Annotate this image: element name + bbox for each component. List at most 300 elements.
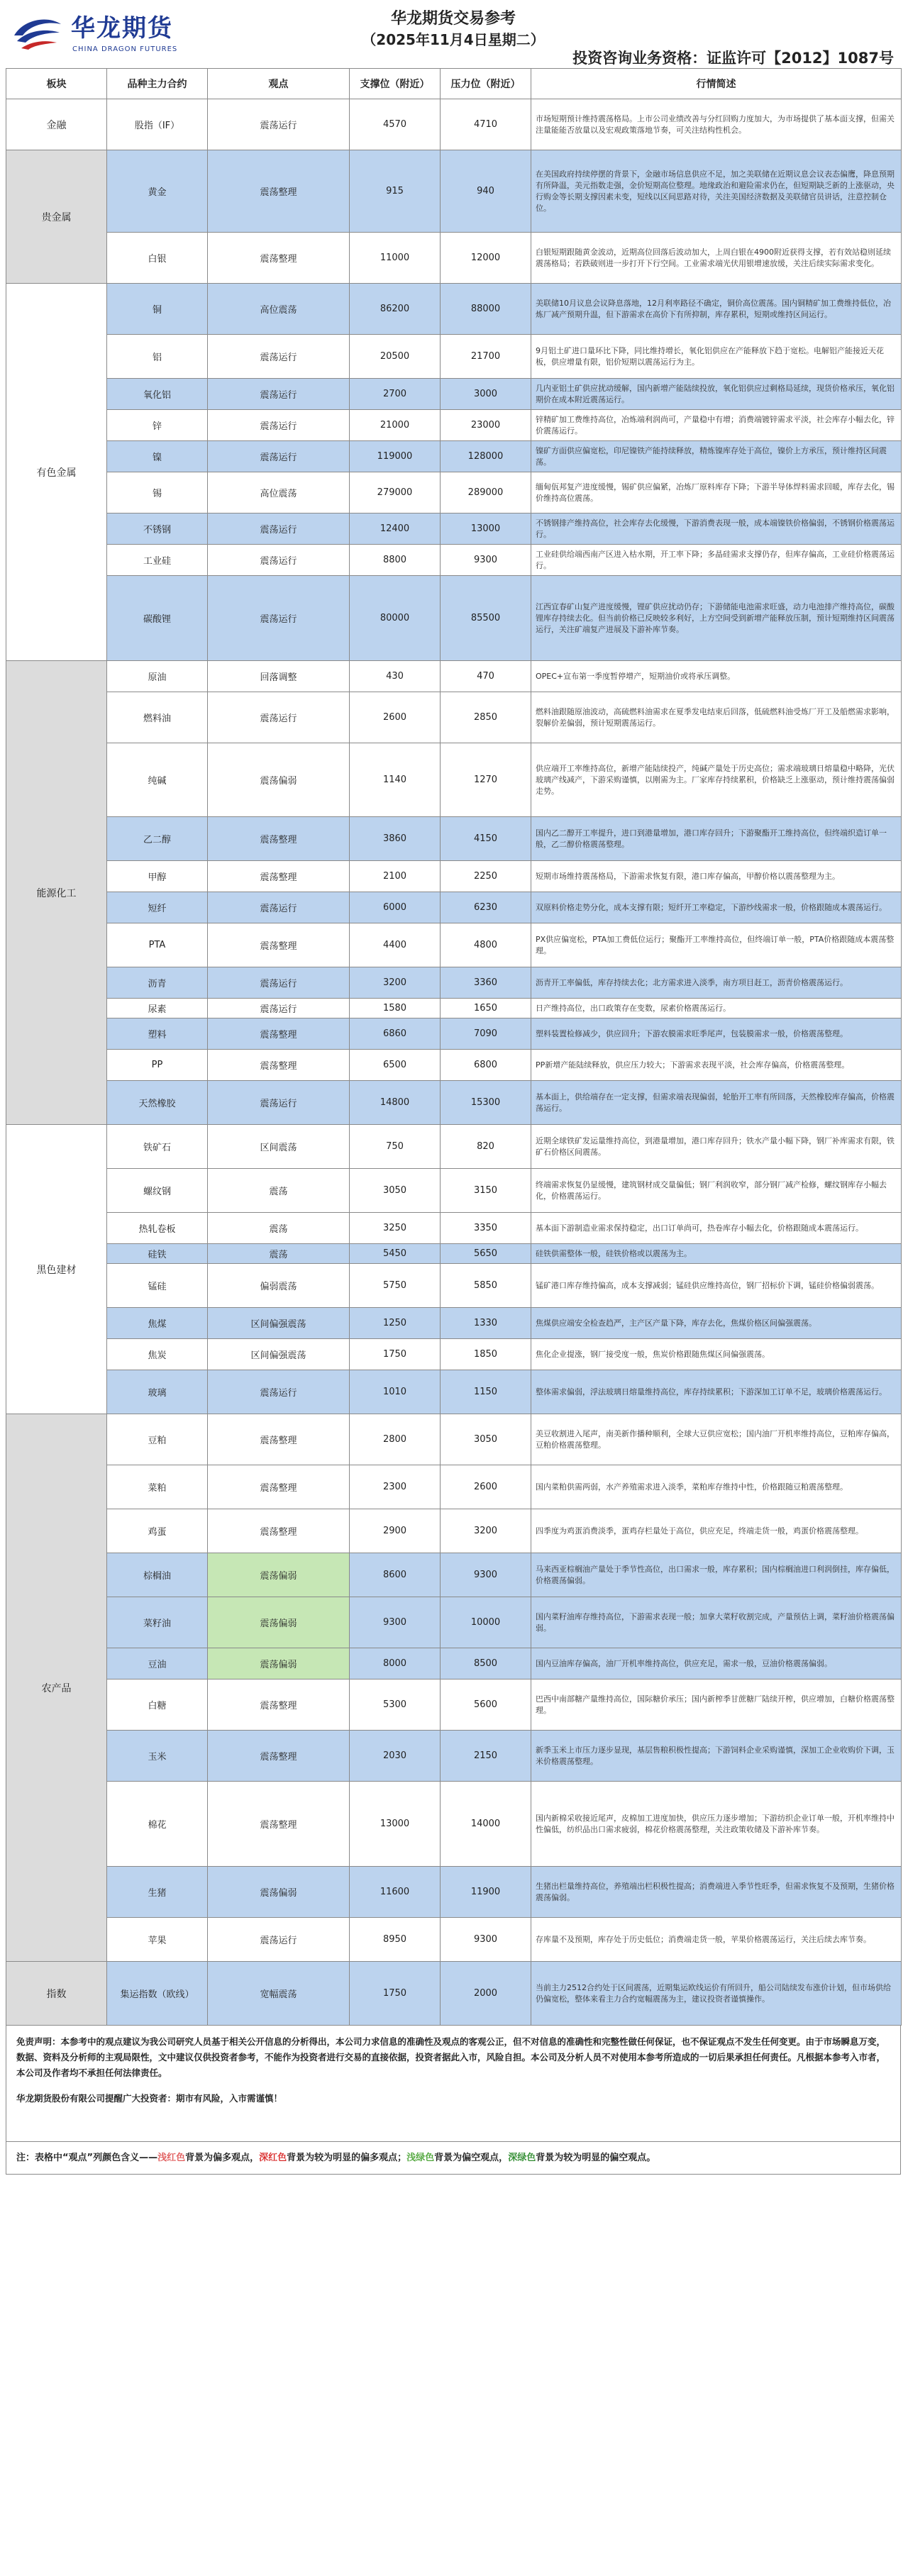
support-cell: 3050 bbox=[350, 1169, 441, 1213]
note-dark-red: 深红色 bbox=[259, 2153, 287, 2163]
comment-cell: 锌精矿加工费维持高位，冶炼端利润尚可，产量稳中有增；消费端镀锌需求平淡，社会库存小幅去化，锌价震荡运行。 bbox=[531, 410, 902, 441]
report-title: 华龙期货交易参考 bbox=[390, 10, 516, 28]
resistance-cell: 289000 bbox=[441, 472, 531, 513]
support-cell: 915 bbox=[350, 150, 441, 233]
table-body bbox=[6, 99, 902, 2026]
table-row bbox=[6, 150, 902, 233]
comment-cell: 工业硅供给端西南产区进入枯水期，开工率下降；多晶硅需求支撑仍存，但库存偏高，工业硅价格震荡运行。 bbox=[531, 545, 902, 576]
commodity-cell: 生猪 bbox=[107, 1867, 208, 1918]
commodity-cell: 苹果 bbox=[107, 1918, 208, 1962]
comment-cell: 硅铁供需整体一般，硅铁价格或以震荡为主。 bbox=[531, 1244, 902, 1264]
comment-cell: 供应端开工率维持高位，新增产能陆续投产，纯碱产量处于历史高位；需求端玻璃日熔量稳中略降，光伏玻璃产线减产，下游采购谨慎，以刚需为主。厂家库存持续累积，价格缺乏上涨驱动，预计维持震荡偏弱走势。 bbox=[531, 743, 902, 817]
view-cell: 震荡运行 bbox=[208, 576, 350, 661]
commodity-cell: PTA bbox=[107, 923, 208, 967]
support-cell: 1010 bbox=[350, 1370, 441, 1414]
logo-chinese-name: 华龙期货 bbox=[71, 14, 173, 43]
commodity-cell: 焦炭 bbox=[107, 1339, 208, 1370]
column-header-resistance: 压力位（附近） bbox=[441, 69, 531, 99]
commodity-cell: 工业硅 bbox=[107, 545, 208, 576]
support-cell: 5450 bbox=[350, 1244, 441, 1264]
comment-cell: 焦化企业提涨，钢厂接受度一般，焦炭价格跟随焦煤区间偏强震荡。 bbox=[531, 1339, 902, 1370]
commodity-cell: 棉花 bbox=[107, 1782, 208, 1867]
table-row bbox=[6, 967, 902, 999]
resistance-cell: 3200 bbox=[441, 1509, 531, 1553]
view-cell: 震荡整理 bbox=[208, 1050, 350, 1081]
view-cell: 震荡整理 bbox=[208, 923, 350, 967]
comment-cell: 基本面下游制造业需求保持稳定，出口订单尚可，热卷库存小幅去化，价格跟随成本震荡运行。 bbox=[531, 1213, 902, 1244]
comment-cell: 白银短期跟随黄金波动，近期高位回落后波动加大，上周白银在4900附近获得支撑，若有效站稳则延续震荡格局；若跌破则进一步打开下行空间。工业需求端光伏用银增速放缓，关注后续实际需求变化。 bbox=[531, 233, 902, 284]
support-cell: 3250 bbox=[350, 1213, 441, 1244]
resistance-cell: 10000 bbox=[441, 1597, 531, 1648]
commodity-cell: 鸡蛋 bbox=[107, 1509, 208, 1553]
table-row bbox=[6, 1018, 902, 1050]
table-row bbox=[6, 1465, 902, 1509]
table-row bbox=[6, 692, 902, 743]
view-cell: 震荡整理 bbox=[208, 861, 350, 892]
support-cell: 6860 bbox=[350, 1018, 441, 1050]
view-cell: 震荡偏弱 bbox=[208, 1597, 350, 1648]
commodity-cell: 锰硅 bbox=[107, 1264, 208, 1308]
table-row bbox=[6, 1509, 902, 1553]
support-cell: 86200 bbox=[350, 284, 441, 335]
support-cell: 11000 bbox=[350, 233, 441, 284]
resistance-cell: 9300 bbox=[441, 545, 531, 576]
support-cell: 1750 bbox=[350, 1339, 441, 1370]
disclaimer-text: 免责声明：本参考中的观点建议为我公司研究人员基于相关公开信息的分析得出，本公司力求信息的准确性及观点的客观公正，但不对信息的准确性和完整性做任何保证，也不保证观点不发生任何变更。由于市场瞬息万变，数据、资料及分析师的主观局限性，文中建议仅供投资者参考，不能作为投资者进行交易的直接依据，投资者据此入市，风险自担。本公司及分析人员不对使用本参考所造成的一切后果承担任何责任。凡根据本参考入市者，本公司及作者均不承担任何法律责任。 bbox=[16, 2036, 886, 2078]
sector-cell: 贵金属 bbox=[6, 150, 107, 284]
support-cell: 750 bbox=[350, 1125, 441, 1169]
commodity-cell: 玉米 bbox=[107, 1731, 208, 1782]
commodity-cell: 螺纹钢 bbox=[107, 1169, 208, 1213]
logo-english-name: CHINA DRAGON FUTURES bbox=[72, 45, 178, 53]
resistance-cell: 11900 bbox=[441, 1867, 531, 1918]
comment-cell: 国内菜籽油库存维持高位，下游需求表现一般；加拿大菜籽收割完成，产量预估上调，菜籽油价格震荡偏弱。 bbox=[531, 1597, 902, 1648]
table-row bbox=[6, 1553, 902, 1597]
resistance-cell: 3050 bbox=[441, 1414, 531, 1465]
table-row bbox=[6, 1339, 902, 1370]
resistance-cell: 4150 bbox=[441, 817, 531, 861]
view-cell: 震荡 bbox=[208, 1169, 350, 1213]
resistance-cell: 1650 bbox=[441, 999, 531, 1018]
view-cell: 震荡运行 bbox=[208, 1081, 350, 1125]
support-cell: 1580 bbox=[350, 999, 441, 1018]
resistance-cell: 820 bbox=[441, 1125, 531, 1169]
note-dark-green-desc: 背景为较为明显的偏空观点。 bbox=[536, 2153, 656, 2163]
resistance-cell: 1850 bbox=[441, 1339, 531, 1370]
commodity-cell: 焦煤 bbox=[107, 1308, 208, 1339]
comment-cell: 美联储10月议息会议降息落地，12月利率路径不确定，铜价高位震荡。国内铜精矿加工费维持低位，冶炼厂减产预期升温，但下游需求在高价下有所抑制，库存累积，短期或维持区间运行。 bbox=[531, 284, 902, 335]
resistance-cell: 2600 bbox=[441, 1465, 531, 1509]
company-reminder: 华龙期货股份有限公司提醒广大投资者：期市有风险，入市需谨慎！ bbox=[16, 2093, 283, 2104]
resistance-cell: 1150 bbox=[441, 1370, 531, 1414]
view-cell: 震荡运行 bbox=[208, 967, 350, 999]
support-cell: 6500 bbox=[350, 1050, 441, 1081]
view-cell: 震荡整理 bbox=[208, 150, 350, 233]
view-cell: 震荡整理 bbox=[208, 1018, 350, 1050]
support-cell: 8000 bbox=[350, 1648, 441, 1680]
support-cell: 5300 bbox=[350, 1680, 441, 1731]
commodity-cell: 不锈钢 bbox=[107, 513, 208, 545]
support-cell: 2800 bbox=[350, 1414, 441, 1465]
table-row bbox=[6, 1264, 902, 1308]
table-row bbox=[6, 1081, 902, 1125]
commodity-cell: 菜籽油 bbox=[107, 1597, 208, 1648]
view-cell: 震荡偏弱 bbox=[208, 1553, 350, 1597]
commodity-cell: 集运指数（欧线） bbox=[107, 1962, 208, 2026]
table-row bbox=[6, 1308, 902, 1339]
disclaimer-block bbox=[6, 2026, 901, 2142]
comment-cell: 9月铝土矿进口量环比下降，同比维持增长，氧化铝供应在产能释放下趋于宽松。电解铝产能接近天花板，供应增量有限，铝价短期以震荡运行为主。 bbox=[531, 335, 902, 379]
report-header bbox=[6, 6, 901, 68]
column-header-contract: 品种主力合约 bbox=[107, 69, 208, 99]
commodity-cell: 玻璃 bbox=[107, 1370, 208, 1414]
comment-cell: 焦煤供应端安全检查趋严，主产区产量下降，库存去化，焦煤价格区间偏强震荡。 bbox=[531, 1308, 902, 1339]
comment-cell: 不锈钢排产维持高位，社会库存去化缓慢，下游消费表现一般，成本端镍铁价格偏弱，不锈钢价格震荡运行。 bbox=[531, 513, 902, 545]
sector-cell: 有色金属 bbox=[6, 284, 107, 661]
comment-cell: 四季度为鸡蛋消费淡季，蛋鸡存栏量处于高位，供应充足，终端走货一般，鸡蛋价格震荡整理。 bbox=[531, 1509, 902, 1553]
resistance-cell: 4710 bbox=[441, 99, 531, 150]
support-cell: 2100 bbox=[350, 861, 441, 892]
support-cell: 20500 bbox=[350, 335, 441, 379]
table-row bbox=[6, 472, 902, 513]
resistance-cell: 9300 bbox=[441, 1918, 531, 1962]
resistance-cell: 2850 bbox=[441, 692, 531, 743]
table-row bbox=[6, 441, 902, 472]
table-row bbox=[6, 1597, 902, 1648]
view-cell: 震荡运行 bbox=[208, 545, 350, 576]
table-row bbox=[6, 817, 902, 861]
table-row bbox=[6, 861, 902, 892]
support-cell: 8800 bbox=[350, 545, 441, 576]
view-cell: 震荡运行 bbox=[208, 692, 350, 743]
view-cell: 区间震荡 bbox=[208, 1125, 350, 1169]
table-row bbox=[6, 1680, 902, 1731]
view-cell: 震荡运行 bbox=[208, 1370, 350, 1414]
resistance-cell: 85500 bbox=[441, 576, 531, 661]
commodity-cell: 氧化铝 bbox=[107, 379, 208, 410]
support-cell: 2600 bbox=[350, 692, 441, 743]
view-cell: 震荡整理 bbox=[208, 1509, 350, 1553]
support-cell: 2700 bbox=[350, 379, 441, 410]
commodity-cell: 原油 bbox=[107, 661, 208, 692]
commodity-cell: 镍 bbox=[107, 441, 208, 472]
view-cell: 震荡运行 bbox=[208, 892, 350, 923]
commodity-cell: 热轧卷板 bbox=[107, 1213, 208, 1244]
resistance-cell: 21700 bbox=[441, 335, 531, 379]
commodity-cell: 铜 bbox=[107, 284, 208, 335]
support-cell: 11600 bbox=[350, 1867, 441, 1918]
commodity-cell: 塑料 bbox=[107, 1018, 208, 1050]
commodity-cell: 锡 bbox=[107, 472, 208, 513]
view-cell: 震荡偏弱 bbox=[208, 743, 350, 817]
commodity-cell: 乙二醇 bbox=[107, 817, 208, 861]
table-row bbox=[6, 1370, 902, 1414]
resistance-cell: 88000 bbox=[441, 284, 531, 335]
view-cell: 震荡运行 bbox=[208, 441, 350, 472]
comment-cell: 国内菜粕供需两弱，水产养殖需求进入淡季，菜粕库存维持中性，价格跟随豆粕震荡整理。 bbox=[531, 1465, 902, 1509]
commodity-cell: 纯碱 bbox=[107, 743, 208, 817]
view-cell: 震荡整理 bbox=[208, 1680, 350, 1731]
table-row bbox=[6, 379, 902, 410]
view-cell: 高位震荡 bbox=[208, 284, 350, 335]
comment-cell: 镍矿方面供应偏宽松，印尼镍铁产能持续释放，精炼镍库存处于高位，镍价上方承压，预计维持区间震荡。 bbox=[531, 441, 902, 472]
support-cell: 2030 bbox=[350, 1731, 441, 1782]
table-row bbox=[6, 99, 902, 150]
sector-cell: 黑色建材 bbox=[6, 1125, 107, 1414]
view-cell: 震荡运行 bbox=[208, 513, 350, 545]
view-cell: 震荡整理 bbox=[208, 233, 350, 284]
sector-cell: 指数 bbox=[6, 1962, 107, 2026]
comment-cell: 锰矿港口库存维持偏高，成本支撑减弱；锰硅供应维持高位，钢厂招标价下调，锰硅价格偏弱震荡。 bbox=[531, 1264, 902, 1308]
table-row bbox=[6, 545, 902, 576]
table-row bbox=[6, 1244, 902, 1264]
sector-cell: 能源化工 bbox=[6, 661, 107, 1125]
resistance-cell: 3360 bbox=[441, 967, 531, 999]
resistance-cell: 5600 bbox=[441, 1680, 531, 1731]
table-row bbox=[6, 335, 902, 379]
support-cell: 4400 bbox=[350, 923, 441, 967]
resistance-cell: 4800 bbox=[441, 923, 531, 967]
support-cell: 9300 bbox=[350, 1597, 441, 1648]
resistance-cell: 7090 bbox=[441, 1018, 531, 1050]
support-cell: 2900 bbox=[350, 1509, 441, 1553]
comment-cell: 短期市场维持震荡格局，下游需求恢复有限，港口库存偏高，甲醇价格以震荡整理为主。 bbox=[531, 861, 902, 892]
comment-cell: 日产维持高位，出口政策存在变数，尿素价格震荡运行。 bbox=[531, 999, 902, 1018]
view-cell: 震荡运行 bbox=[208, 335, 350, 379]
comment-cell: 终端需求恢复仍显缓慢，建筑钢材成交量偏低；钢厂利润收窄，部分钢厂减产检修，螺纹钢库存小幅去化，价格震荡运行。 bbox=[531, 1169, 902, 1213]
commodity-cell: 天然橡胶 bbox=[107, 1081, 208, 1125]
table-row bbox=[6, 410, 902, 441]
color-legend-note bbox=[6, 2142, 901, 2175]
resistance-cell: 3150 bbox=[441, 1169, 531, 1213]
resistance-cell: 1330 bbox=[441, 1308, 531, 1339]
table-row bbox=[6, 1731, 902, 1782]
resistance-cell: 1270 bbox=[441, 743, 531, 817]
commodity-cell: 股指（IF） bbox=[107, 99, 208, 150]
note-light-green: 浅绿色 bbox=[406, 2153, 435, 2163]
table-row bbox=[6, 1867, 902, 1918]
view-cell: 震荡运行 bbox=[208, 1918, 350, 1962]
column-header-comment: 行情简述 bbox=[531, 69, 902, 99]
resistance-cell: 6800 bbox=[441, 1050, 531, 1081]
view-cell: 震荡运行 bbox=[208, 379, 350, 410]
support-cell: 3200 bbox=[350, 967, 441, 999]
resistance-cell: 9300 bbox=[441, 1553, 531, 1597]
resistance-cell: 23000 bbox=[441, 410, 531, 441]
comment-cell: PP新增产能陆续释放，供应压力较大；下游需求表现平淡，社会库存偏高，价格震荡整理。 bbox=[531, 1050, 902, 1081]
support-cell: 8950 bbox=[350, 1918, 441, 1962]
support-cell: 1250 bbox=[350, 1308, 441, 1339]
table-row bbox=[6, 576, 902, 661]
comment-cell: OPEC+宣布第一季度暂停增产，短期油价或将承压调整。 bbox=[531, 661, 902, 692]
support-cell: 1750 bbox=[350, 1962, 441, 2026]
support-cell: 119000 bbox=[350, 441, 441, 472]
note-dark-green: 深绿色 bbox=[508, 2153, 536, 2163]
comment-cell: 美豆收割进入尾声，南美新作播种顺利，全球大豆供应宽松；国内油厂开机率维持高位，豆粕库存偏高，豆粕价格震荡整理。 bbox=[531, 1414, 902, 1465]
table-row bbox=[6, 513, 902, 545]
resistance-cell: 3000 bbox=[441, 379, 531, 410]
resistance-cell: 13000 bbox=[441, 513, 531, 545]
table-row bbox=[6, 1648, 902, 1680]
support-cell: 3860 bbox=[350, 817, 441, 861]
table-row bbox=[6, 1050, 902, 1081]
sector-cell: 金融 bbox=[6, 99, 107, 150]
table-row bbox=[6, 999, 902, 1018]
commodity-cell: 碳酸锂 bbox=[107, 576, 208, 661]
comment-cell: 塑料装置检修减少，供应回升；下游农膜需求旺季尾声，包装膜需求一般，价格震荡整理。 bbox=[531, 1018, 902, 1050]
table-row bbox=[6, 743, 902, 817]
view-cell: 震荡整理 bbox=[208, 1414, 350, 1465]
support-cell: 1140 bbox=[350, 743, 441, 817]
view-cell: 震荡整理 bbox=[208, 1782, 350, 1867]
comment-cell: 江西宜春矿山复产进度缓慢，锂矿供应扰动仍存；下游储能电池需求旺盛，动力电池排产维持高位，碳酸锂库存持续去化。但当前价格已反映较多利好，上方空间受到新增产能释放压制，预计短期维持区间震荡运行，关注矿端复产进展及下游补库节奏。 bbox=[531, 576, 902, 661]
comment-cell: 当前主力2512合约处于区间震荡，近期集运欧线运价有所回升，船公司陆续发布涨价计划，但市场供给仍偏宽松，整体来看主力合约宽幅震荡为主，建议投资者谨慎操作。 bbox=[531, 1962, 902, 2026]
comment-cell: 基本面上，供给端存在一定支撑，但需求端表现偏弱，轮胎开工率有所回落，天然橡胶库存偏高，价格震荡运行。 bbox=[531, 1081, 902, 1125]
support-cell: 4570 bbox=[350, 99, 441, 150]
commodity-cell: 短纤 bbox=[107, 892, 208, 923]
support-cell: 13000 bbox=[350, 1782, 441, 1867]
commodity-cell: 白糖 bbox=[107, 1680, 208, 1731]
commodity-cell: 燃料油 bbox=[107, 692, 208, 743]
commodity-cell: 豆粕 bbox=[107, 1414, 208, 1465]
view-cell: 区间偏强震荡 bbox=[208, 1339, 350, 1370]
comment-cell: 缅甸佤邦复产进度缓慢，锡矿供应偏紧，冶炼厂原料库存下降；下游半导体焊料需求回暖，库存去化，锡价维持高位震荡。 bbox=[531, 472, 902, 513]
comment-cell: 市场短期预计维持震荡格局。上市公司业绩改善与分红回购力度加大，为市场提供了基本面支撑，但需关注量能能否放量以及宏观政策落地节奏，可关注结构性机会。 bbox=[531, 99, 902, 150]
view-cell: 震荡偏弱 bbox=[208, 1867, 350, 1918]
view-cell: 震荡运行 bbox=[208, 410, 350, 441]
view-cell: 震荡整理 bbox=[208, 817, 350, 861]
note-light-red: 浅红色 bbox=[157, 2153, 186, 2163]
commodity-cell: 铁矿石 bbox=[107, 1125, 208, 1169]
comment-cell: 新季玉米上市压力逐步显现，基层售粮积极性提高；下游饲料企业采购谨慎，深加工企业收购价下调，玉米价格震荡整理。 bbox=[531, 1731, 902, 1782]
support-cell: 80000 bbox=[350, 576, 441, 661]
view-cell: 震荡 bbox=[208, 1244, 350, 1264]
comment-cell: PX供应偏宽松，PTA加工费低位运行；聚酯开工率维持高位，但终端订单一般，PTA价格跟随成本震荡整理。 bbox=[531, 923, 902, 967]
table-header-row bbox=[6, 69, 902, 99]
table-row bbox=[6, 1213, 902, 1244]
commodity-cell: 菜粕 bbox=[107, 1465, 208, 1509]
note-prefix: 注：表格中“观点”列颜色含义—— bbox=[16, 2153, 158, 2163]
view-cell: 高位震荡 bbox=[208, 472, 350, 513]
commodity-cell: 铝 bbox=[107, 335, 208, 379]
support-cell: 21000 bbox=[350, 410, 441, 441]
comment-cell: 国内新棉采收接近尾声，皮棉加工进度加快，供应压力逐步增加；下游纺织企业订单一般，开机率维持中性偏低，纺织品出口需求疲弱，棉花价格震荡整理，关注政策收储及下游补库节奏。 bbox=[531, 1782, 902, 1867]
resistance-cell: 5650 bbox=[441, 1244, 531, 1264]
commodity-cell: PP bbox=[107, 1050, 208, 1081]
table-row bbox=[6, 1125, 902, 1169]
comment-cell: 近期全球铁矿发运量维持高位，到港量增加，港口库存回升；铁水产量小幅下降，钢厂补库需求有限，铁矿石价格区间震荡。 bbox=[531, 1125, 902, 1169]
table-row bbox=[6, 923, 902, 967]
resistance-cell: 14000 bbox=[441, 1782, 531, 1867]
note-dark-red-desc: 背景为较为明显的偏多观点； bbox=[287, 2153, 407, 2163]
table-row bbox=[6, 233, 902, 284]
comment-cell: 几内亚铝土矿供应扰动缓解，国内新增产能陆续投放，氧化铝供应过剩格局延续，现货价格承压，氧化铝期价在成本附近震荡运行。 bbox=[531, 379, 902, 410]
table-row bbox=[6, 1414, 902, 1465]
table-row bbox=[6, 1169, 902, 1213]
column-header-sector: 板块 bbox=[6, 69, 107, 99]
comment-cell: 双原料价格走势分化，成本支撑有限；短纤开工率稳定，下游纱线需求一般，价格跟随成本震荡运行。 bbox=[531, 892, 902, 923]
resistance-cell: 470 bbox=[441, 661, 531, 692]
comment-cell: 国内豆油库存偏高，油厂开机率维持高位，供应充足，需求一般，豆油价格震荡偏弱。 bbox=[531, 1648, 902, 1680]
resistance-cell: 2000 bbox=[441, 1962, 531, 2026]
column-header-support: 支撑位（附近） bbox=[350, 69, 441, 99]
view-cell: 宽幅震荡 bbox=[208, 1962, 350, 2026]
resistance-cell: 15300 bbox=[441, 1081, 531, 1125]
resistance-cell: 2250 bbox=[441, 861, 531, 892]
resistance-cell: 128000 bbox=[441, 441, 531, 472]
view-cell: 震荡整理 bbox=[208, 1465, 350, 1509]
sector-cell: 农产品 bbox=[6, 1414, 107, 1962]
view-cell: 震荡 bbox=[208, 1213, 350, 1244]
report-page bbox=[6, 6, 901, 2175]
view-cell: 回落调整 bbox=[208, 661, 350, 692]
note-light-green-desc: 背景为偏空观点， bbox=[434, 2153, 509, 2163]
table-row bbox=[6, 661, 902, 692]
resistance-cell: 5850 bbox=[441, 1264, 531, 1308]
resistance-cell: 12000 bbox=[441, 233, 531, 284]
support-cell: 6000 bbox=[350, 892, 441, 923]
commodity-cell: 硅铁 bbox=[107, 1244, 208, 1264]
table-row bbox=[6, 1962, 902, 2026]
support-cell: 430 bbox=[350, 661, 441, 692]
view-cell: 偏弱震荡 bbox=[208, 1264, 350, 1308]
report-date: （2025年11月4日星期二） bbox=[362, 31, 545, 48]
support-cell: 5750 bbox=[350, 1264, 441, 1308]
reference-table bbox=[6, 68, 902, 2026]
support-cell: 8600 bbox=[350, 1553, 441, 1597]
resistance-cell: 8500 bbox=[441, 1648, 531, 1680]
view-cell: 震荡运行 bbox=[208, 99, 350, 150]
view-cell: 震荡偏弱 bbox=[208, 1648, 350, 1680]
commodity-cell: 棕榈油 bbox=[107, 1553, 208, 1597]
commodity-cell: 豆油 bbox=[107, 1648, 208, 1680]
comment-cell: 在美国政府持续停摆的背景下，金融市场信息供应不足，加之美联储在近期议息会议表态偏鹰，降息预期有所降温，美元指数走强，金价短期高位整理。地缘政治和避险需求仍在，但短期缺乏新的上涨驱动，央行购金等长期支撑因素未变，短线以区间思路对待，关注美国经济数据及美联储官员讲话，注意控制仓位。 bbox=[531, 150, 902, 233]
support-cell: 14800 bbox=[350, 1081, 441, 1125]
table-row bbox=[6, 1918, 902, 1962]
comment-cell: 国内乙二醇开工率提升，进口到港量增加，港口库存回升；下游聚酯开工维持高位，但终端织造订单一般，乙二醇价格震荡整理。 bbox=[531, 817, 902, 861]
table-row bbox=[6, 284, 902, 335]
comment-cell: 马来西亚棕榈油产量处于季节性高位，出口需求一般，库存累积；国内棕榈油进口利润倒挂，库存偏低，价格震荡偏弱。 bbox=[531, 1553, 902, 1597]
comment-cell: 燃料油跟随原油波动，高硫燃料油需求在夏季发电结束后回落，低硫燃料油受炼厂开工及船燃需求影响，裂解价差偏弱，预计短期震荡运行。 bbox=[531, 692, 902, 743]
comment-cell: 沥青开工率偏低，库存持续去化；北方需求进入淡季，南方项目赶工，沥青价格震荡运行。 bbox=[531, 967, 902, 999]
comment-cell: 存库量不及预期，库存处于历史低位；消费端走货一般，苹果价格震荡运行，关注后续去库节奏。 bbox=[531, 1918, 902, 1962]
commodity-cell: 尿素 bbox=[107, 999, 208, 1018]
support-cell: 2300 bbox=[350, 1465, 441, 1509]
column-header-view: 观点 bbox=[208, 69, 350, 99]
license-number: 投资咨询业务资格：证监许可【2012】1087号 bbox=[572, 50, 894, 67]
comment-cell: 生猪出栏量维持高位，养殖端出栏积极性提高；消费端进入季节性旺季，但需求恢复不及预期，生猪价格震荡偏弱。 bbox=[531, 1867, 902, 1918]
resistance-cell: 6230 bbox=[441, 892, 531, 923]
view-cell: 震荡整理 bbox=[208, 1731, 350, 1782]
commodity-cell: 黄金 bbox=[107, 150, 208, 233]
commodity-cell: 白银 bbox=[107, 233, 208, 284]
note-light-red-desc: 背景为偏多观点， bbox=[185, 2153, 260, 2163]
support-cell: 279000 bbox=[350, 472, 441, 513]
resistance-cell: 940 bbox=[441, 150, 531, 233]
resistance-cell: 3350 bbox=[441, 1213, 531, 1244]
commodity-cell: 沥青 bbox=[107, 967, 208, 999]
table-row bbox=[6, 892, 902, 923]
resistance-cell: 2150 bbox=[441, 1731, 531, 1782]
view-cell: 震荡运行 bbox=[208, 999, 350, 1018]
view-cell: 区间偏强震荡 bbox=[208, 1308, 350, 1339]
comment-cell: 整体需求偏弱，浮法玻璃日熔量维持高位，库存持续累积；下游深加工订单不足，玻璃价格震荡运行。 bbox=[531, 1370, 902, 1414]
comment-cell: 巴西中南部糖产量维持高位，国际糖价承压；国内新榨季甘蔗糖厂陆续开榨，供应增加，白糖价格震荡整理。 bbox=[531, 1680, 902, 1731]
commodity-cell: 甲醇 bbox=[107, 861, 208, 892]
support-cell: 12400 bbox=[350, 513, 441, 545]
commodity-cell: 锌 bbox=[107, 410, 208, 441]
table-row bbox=[6, 1782, 902, 1867]
